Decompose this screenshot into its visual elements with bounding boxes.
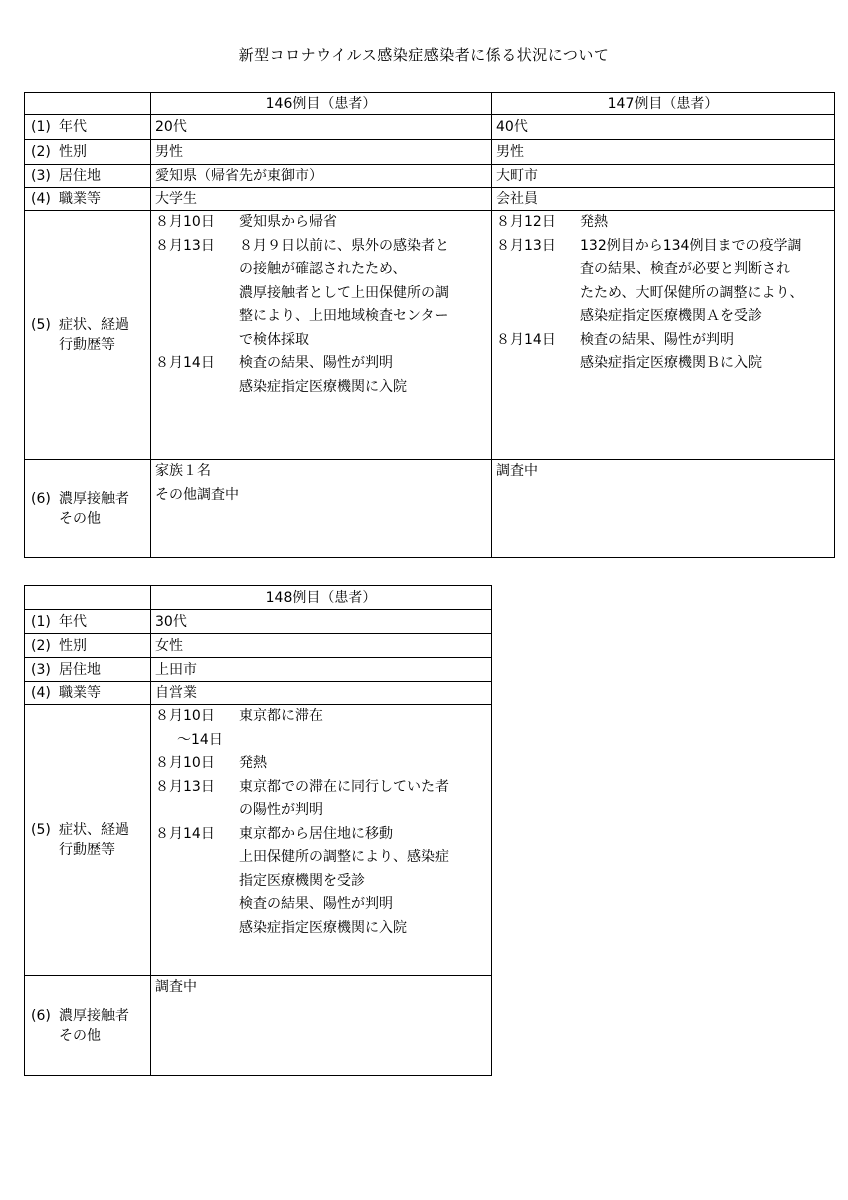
history-line [155,893,487,917]
history-date: ８月14日 [496,331,556,348]
history-line [155,776,487,800]
case147-occupation: 会社員 [492,188,835,211]
history-date: ８月13日 [155,778,215,795]
history-date [155,799,239,823]
history-line [496,329,830,353]
contact-line: 調査中 [155,979,197,995]
row-label-contacts: (6) 濃厚接触者 その他 [25,976,151,1076]
history-text: 指定医療機関を受診 [239,872,365,889]
history-date: ８月10日 [155,755,215,771]
contact-line: その他調査中 [155,486,239,503]
corner-cell [25,93,151,115]
history-date [496,305,580,329]
history-line [496,258,830,282]
case148-contacts [151,976,492,1076]
history-text: 東京都での滞在に同行していた者 [239,778,449,795]
case148-residence: 上田市 [151,658,492,682]
history-line [155,752,487,776]
contact-line: 調査中 [496,463,538,479]
history-text: 検査の結果、陽性が判明 [239,896,393,912]
case146-occupation: 大学生 [151,188,492,211]
history-line [155,870,487,894]
case147-age: 40代 [492,115,835,140]
history-line [496,211,830,235]
case148-header: 148例目（患者） [151,586,492,610]
case147-history [492,211,835,460]
history-date: ８月13日 [155,237,215,254]
case148-sex: 女性 [151,634,492,658]
row-label-residence: (3) 居住地 [25,165,151,188]
history-date [155,376,239,400]
history-line [496,282,830,306]
case146-history [151,211,492,460]
history-date [155,329,239,353]
history-date: ８月14日 [155,355,215,371]
history-text: 感染症指定医療機関に入院 [239,378,407,395]
case146-contacts [151,460,492,558]
case146-sex: 男性 [151,140,492,165]
history-line [155,799,487,823]
history-line [155,282,487,306]
history-text: 発熱 [239,755,267,771]
history-text: 上田保健所の調整により、感染症 [239,849,449,865]
history-date: ８月14日 [155,825,215,842]
history-date [155,893,239,917]
history-text: 132例目から134例目までの疫学調 [580,237,802,254]
history-text: 感染症指定医療機関Ａを受診 [580,308,762,324]
case147-header: 147例目（患者） [492,93,835,115]
row-label-occupation: (4) 職業等 [25,682,151,705]
history-text: 感染症指定医療機関に入院 [239,919,407,936]
row-label-history: (5) 症状、経過 行動歴等 [25,705,151,976]
history-date [155,282,239,306]
history-text: 感染症指定医療機関Ｂに入院 [580,355,762,371]
history-date: ８月10日 [155,708,215,724]
history-text [261,729,487,753]
history-text: 東京都に滞在 [239,708,323,724]
history-line [155,352,487,376]
history-line [155,329,487,353]
history-date [155,846,239,870]
row-label-age: (1) 年代 [25,610,151,634]
case146-header: 146例目（患者） [151,93,492,115]
history-date: ～14日 [177,731,223,748]
row-label-residence: (3) 居住地 [25,658,151,682]
history-date [496,258,580,282]
row-label-age: (1) 年代 [25,115,151,140]
case148-occupation: 自営業 [151,682,492,705]
history-text: の接触が確認されたため、 [239,261,407,277]
history-line [496,305,830,329]
history-text: 東京都から居住地に移動 [239,825,393,842]
history-date [155,258,239,282]
row-label-sex: (2) 性別 [25,634,151,658]
history-text: 検査の結果、陽性が判明 [239,355,393,371]
case146-age: 20代 [151,115,492,140]
history-line [155,258,487,282]
history-text: たため、大町保健所の調整により、 [580,284,804,301]
history-line [155,846,487,870]
history-line [155,211,487,235]
cases-146-147-table [24,92,835,558]
history-text: 整により、上田地域検査センター [239,308,449,324]
case147-residence: 大町市 [492,165,835,188]
history-date: ８月13日 [496,237,556,254]
history-date: ８月10日 [155,214,215,230]
contact-line: 家族１名 [155,463,211,479]
history-text: 発熱 [580,214,608,230]
case148-history [151,705,492,976]
history-line [155,235,487,259]
corner-cell [25,586,151,610]
history-date [155,917,239,941]
history-text: ８月９日以前に、県外の感染者と [239,237,449,254]
case148-age: 30代 [151,610,492,634]
history-date [155,305,239,329]
history-text: 愛知県から帰省 [239,214,337,230]
history-line [155,376,487,400]
history-text: 査の結果、検査が必要と判断され [580,261,790,277]
row-label-sex: (2) 性別 [25,140,151,165]
history-line [155,305,487,329]
history-text: の陽性が判明 [239,802,323,818]
row-label-history: (5) 症状、経過 行動歴等 [25,211,151,460]
history-line [496,235,830,259]
history-line [155,705,487,729]
case-148-table [24,585,492,1076]
history-line [155,729,487,753]
row-label-contacts: (6) 濃厚接触者 その他 [25,460,151,558]
history-line [155,917,487,941]
case147-contacts [492,460,835,558]
history-date [496,282,580,306]
row-label-occupation: (4) 職業等 [25,188,151,211]
history-text: 濃厚接触者として上田保健所の調 [239,284,449,301]
history-text: で検体採取 [239,331,309,348]
history-line [155,823,487,847]
case146-residence: 愛知県（帰省先が東御市） [151,165,492,188]
history-date [496,352,580,376]
history-date [155,870,239,894]
history-text: 検査の結果、陽性が判明 [580,331,734,348]
history-line [496,352,830,376]
history-date: ８月12日 [496,214,556,230]
document-title: 新型コロナウイルス感染症感染者に係る状況について [238,46,610,64]
case147-sex: 男性 [492,140,835,165]
